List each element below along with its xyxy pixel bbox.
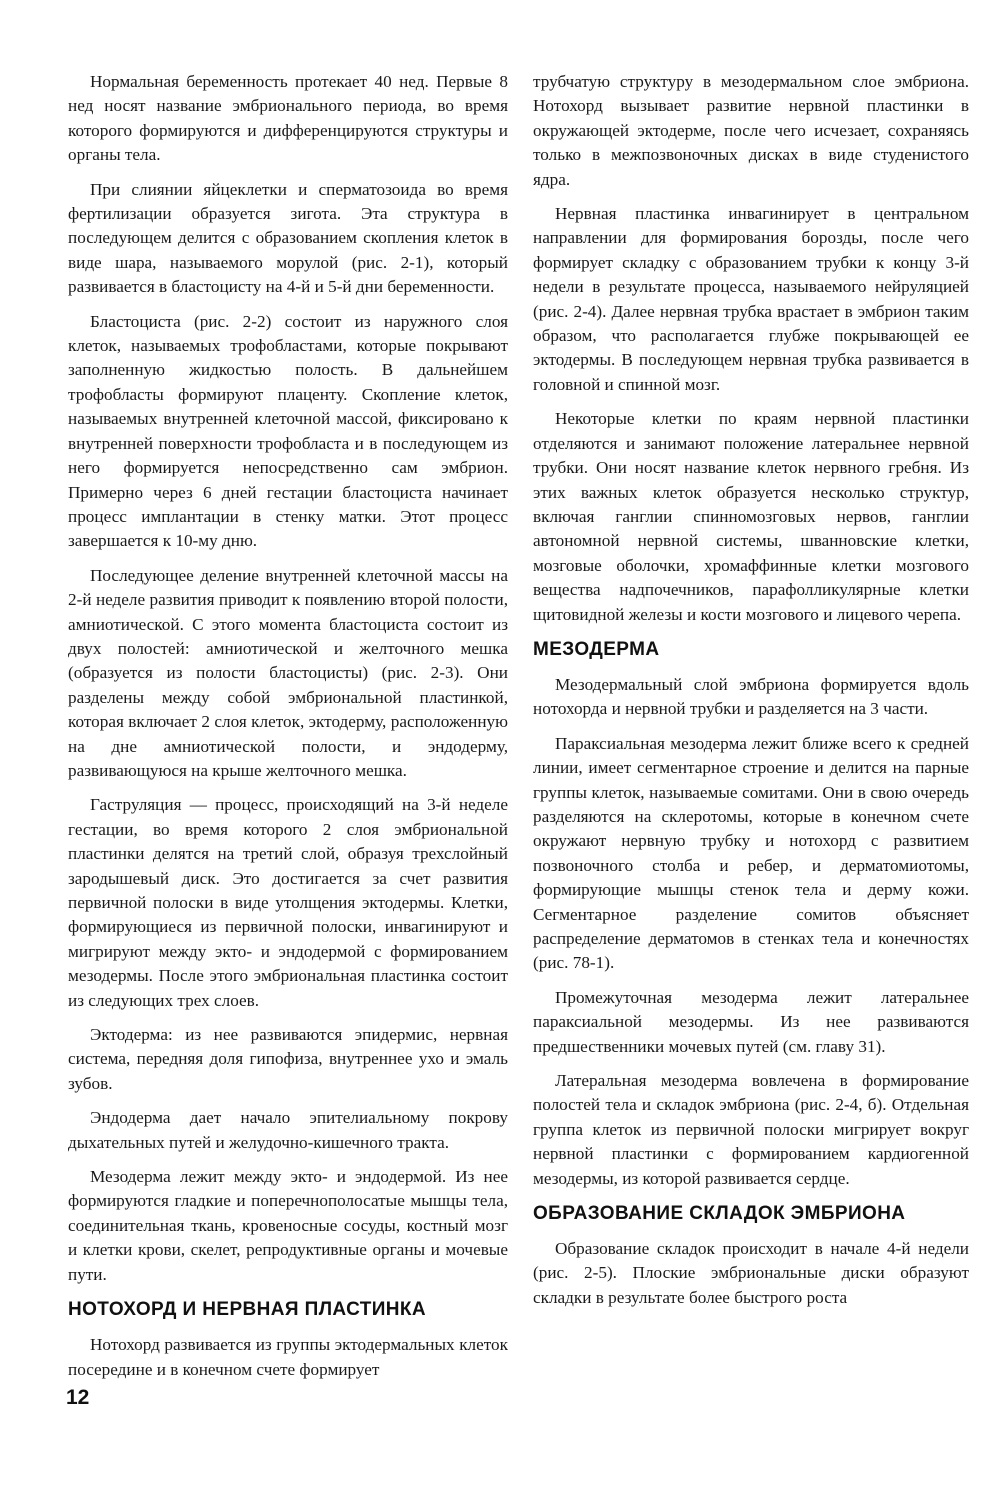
right-column bbox=[533, 70, 969, 1320]
paragraph: Мезодермальный слой эмбриона формируется вдоль нотохорда и нервной трубки и разделяется на 3 части. bbox=[533, 674, 969, 719]
paragraph: Латеральная мезодерма вовлечена в формирование полостей тела и складок эмбриона (рис. 2-4, б). Отдельная группа клеток из первичной полоски мигрирует вокруг нервной пластинки с формированием кардиогенной мезодермы, из которой развивается сердце. bbox=[533, 1071, 969, 1188]
paragraph: Эндодерма дает начало эпителиальному покрову дыхательных путей и желудочно-кишечного тракта. bbox=[68, 1108, 508, 1152]
paragraph: Мезодерма лежит между экто- и эндодермой. Из нее формируются гладкие и поперечнополосатые мышцы тела, соединительная ткань, кровеносные сосуды, костный мозг и клетки крови, скелет, репродуктивные органы и мочевые пути. bbox=[68, 1167, 508, 1284]
paragraph: Некоторые клетки по краям нервной пластинки отделяются и занимают положение латеральнее нервной трубки. Они носят название клеток нервного гребня. Из этих важных клеток образуется несколько структур, включая ганглии спинномозговых нервов, ганглии автономной нервной системы, шванновские клетки, мозговые оболочки, хромаффинные клетки мозгового вещества надпочечников, парафолликулярные клетки щитовидной железы и кости мозгового и лицевого черепа. bbox=[533, 409, 969, 624]
left-column bbox=[68, 70, 508, 1392]
section-heading-folding: ОБРАЗОВАНИЕ СКЛАДОК ЭМБРИОНА bbox=[533, 1203, 906, 1225]
paragraph-continued: трубчатую структуру в мезодермальном слое эмбриона. Нотохорд вызывает развитие нервной пластинки в окружающей эктодерме, после чего исчезает, сохраняясь только в межпозвоночных дисках в виде студенистого ядра. bbox=[533, 72, 969, 189]
page-number: 12 bbox=[66, 1386, 90, 1409]
paragraph: Бластоциста (рис. 2-2) состоит из наружного слоя клеток, называемых трофобластами, которые покрывают заполненную жидкостью полость. В дальнейшем трофобласты формируют плаценту. Скопление клеток, называемых внутренней клеточной массой, фиксировано к внутренней поверхности трофобласта и в последующем из него формируется непосредственно сам эмбрион. Примерно через 6 дней гестации бластоциста начинает процесс имплантации в стенку матки. Этот процесс завершается к 10-му дню. bbox=[68, 311, 508, 551]
paragraph: Эктодерма: из нее развиваются эпидермис, нервная система, передняя доля гипофиза, внутреннее ухо и эмаль зубов. bbox=[68, 1025, 508, 1093]
paragraph: При слиянии яйцеклетки и сперматозоида во время фертилизации образуется зигота. Эта структура в последующем делится с образованием скопления клеток в виде шара, называемого морулой (рис. 2-1), который развивается в бластоцисту на 4-й и 5-й дни беременности. bbox=[68, 179, 508, 297]
section-heading-notochord: НОТОХОРД И НЕРВНАЯ ПЛАСТИНКА bbox=[68, 1299, 427, 1321]
paragraph: Последующее деление внутренней клеточной массы на 2-й неделе развития приводит к появлению второй полости, амниотической. С этого момента бластоциста состоит из двух полостей: амниотической и желточного мешка (образуется из полости бластоцисты) (рис. 2-3). Они разделены между собой эмбриональной пластинкой, которая включает 2 слоя клеток, эктодерму, расположенную на дне амниотической полости, и эндодерму, развивающуюся на крыше желточного мешка. bbox=[68, 565, 508, 780]
paragraph: Промежуточная мезодерма лежит латеральнее параксиальной мезодермы. Из нее развиваются предшественники мочевых путей (см. главу 31). bbox=[533, 987, 969, 1056]
section-heading-mesoderm: МЕЗОДЕРМА bbox=[533, 638, 660, 660]
paragraph: Нормальная беременность протекает 40 нед. Первые 8 нед носят название эмбрионального периода, во время которого формируются и дифференцируются структуры и органы тела. bbox=[68, 72, 508, 165]
paragraph: Гаструляция — процесс, происходящий на 3-й неделе гестации, во время которого 2 слоя эмбриональной пластинки делятся на третий слой, образуя трехслойный зародышевый диск. Это достигается за счет развития первичной полоски в виде утолщения эктодермы. Клетки, формирующиеся из первичной полоски, инвагинируют и мигрируют между экто- и эндодермой с формированием мезодермы. После этого эмбриональная пластинка состоит из следующих трех слоев. bbox=[68, 795, 508, 1010]
paragraph: Образование складок происходит в начале 4-й недели (рис. 2-5). Плоские эмбриональные диски образуют складки в результате более быстрого роста bbox=[533, 1239, 969, 1307]
paragraph: Нотохорд развивается из группы эктодермальных клеток посередине и в конечном счете формирует bbox=[68, 1335, 508, 1379]
paragraph: Параксиальная мезодерма лежит ближе всего к средней линии, имеет сегментарное строение и делится на парные группы клеток, называемые сомитами. Они в свою очередь разделяются на склеротомы, которые в конечном счете окружают нервную трубку и нотохорд с развитием позвоночного столба и ребер, и дерматомиотомы, формирующие мышцы стенок тела и дерму кожи. Сегментарное разделение сомитов объясняет распределение дерматомов в стенках тела и конечностях (рис. 78-1). bbox=[533, 733, 969, 973]
paragraph: Нервная пластинка инвагинирует в центральном направлении для формирования борозды, после чего формирует складку с образованием трубки к концу 3-й недели в результате процесса, называемого нейруляцией (рис. 2-4). Далее нервная трубка врастает в эмбрион таким образом, что располагается глубже покрывающей ее эктодермы. В последующем нервная трубка развивается в головной и спинной мозг. bbox=[533, 204, 969, 394]
